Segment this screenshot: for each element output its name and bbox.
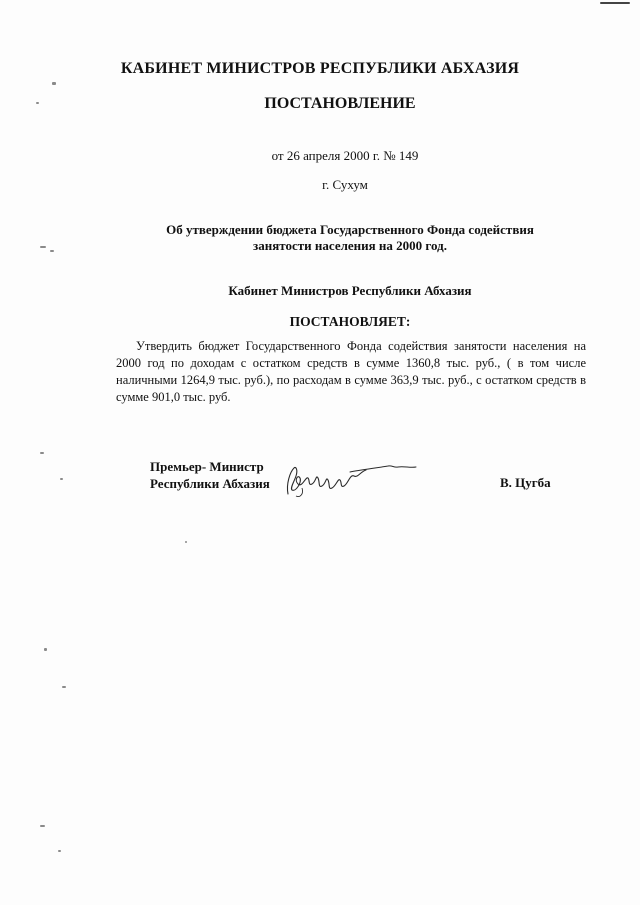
place: г. Сухум [322,177,368,192]
signer-title [150,458,270,492]
scan-speck [50,250,54,252]
date-and-number: от 26 апреля 2000 г. № 149 [271,148,419,163]
scan-speck [40,452,44,454]
organization-title: КАБИНЕТ МИНИСТРОВ РЕСПУБЛИКИ АБХАЗИЯ [120,60,520,77]
decree-word: ПОСТАНОВЛЯЕТ: [289,314,411,329]
document-subject [30,222,640,254]
signer-title-line-1: Премьер- Министр [150,459,264,474]
scan-speck [44,648,47,651]
scan-speck [36,102,39,104]
issuer: Кабинет Министров Республики Абхазия [228,283,472,298]
scan-speck [185,541,187,543]
scan-speck [40,825,45,827]
scan-speck [600,2,630,4]
scan-speck [62,686,66,688]
signer-title-line-2: Республики Абхазия [150,476,270,491]
scan-speck [40,246,46,248]
subject-line-2: занятости населения на 2000 год. [253,238,447,253]
scan-speck [58,850,61,852]
decree-body [116,338,586,406]
handwritten-signature [280,458,420,500]
scan-speck [60,478,63,480]
subject-line-1: Об утверждении бюджета Государственного Фонда содействия [166,222,534,237]
scan-speck [52,82,56,85]
signer-name: В. Цугба [500,475,551,490]
document-type: ПОСТАНОВЛЕНИЕ [264,95,416,112]
decree-paragraph: Утвердить бюджет Государственного Фонда содействия занятости населения на 2000 год по доходам с остатком средств в сумме 1360,8 тыс. руб., ( в том числе наличными 1264,9 тыс. руб.), по расходам в сумме 363,9 тыс. руб., с остатком средств в сумме 901,0 тыс. руб. [116,339,586,404]
